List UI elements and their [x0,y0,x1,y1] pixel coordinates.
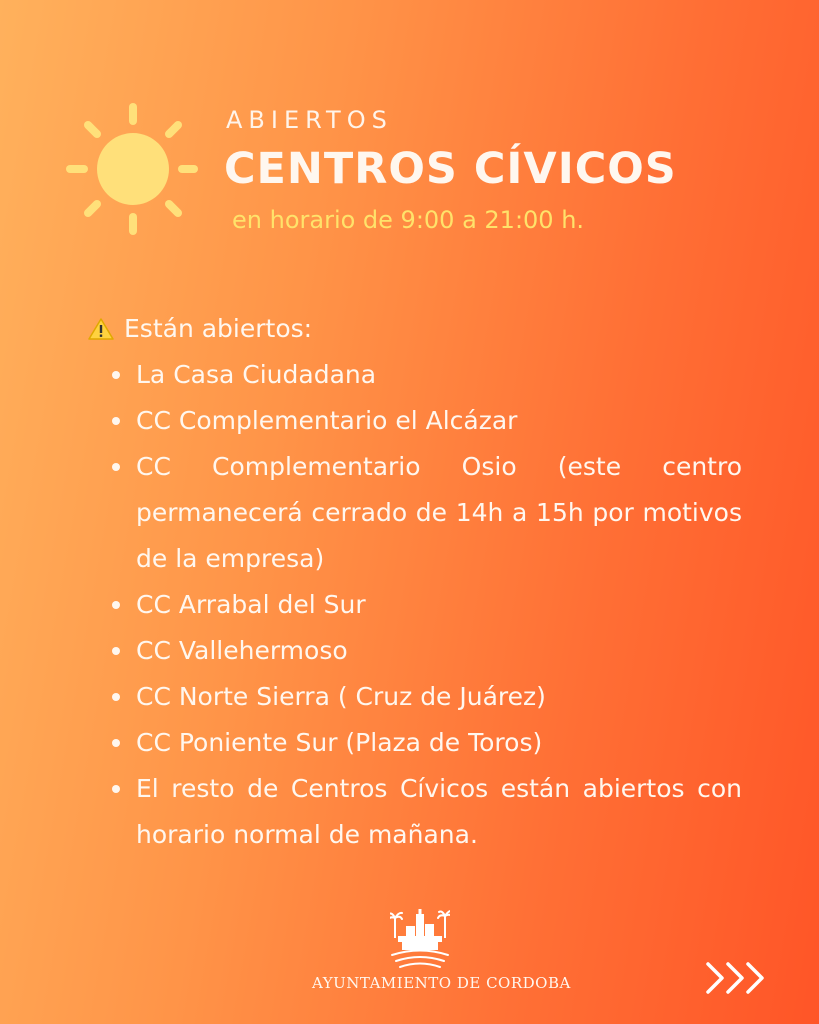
centers-section [82,306,742,858]
list-item: CC Norte Sierra ( Cruz de Juárez) [110,674,742,720]
list-item: CC Arrabal del Sur [110,582,742,628]
list-item: CC Poniente Sur (Plaza de Toros) [110,720,742,766]
list-item: CC Complementario Osio (este centro permanecerá cerrado de 14h a 15h por motivos de la empresa) [110,444,742,582]
header-kicker: ABIERTOS [226,106,393,134]
opening-hours: en horario de 9:00 a 21:00 h. [232,206,585,234]
list-item: El resto de Centros Cívicos están abiertos con horario normal de mañana. [110,766,742,858]
city-skyline-icon [390,908,450,970]
list-item: CC Complementario el Alcázar [110,398,742,444]
centers-list [82,352,742,858]
sun-icon [66,103,198,235]
city-council-logo [312,908,571,992]
list-item: La Casa Ciudadana [110,352,742,398]
chevrons-right-icon[interactable] [704,958,768,998]
intro-line [82,306,742,352]
warning-icon [88,317,114,341]
intro-text: Están abiertos: [124,314,313,343]
page-title: CENTROS CÍVICOS [224,144,677,194]
list-item: CC Vallehermoso [110,628,742,674]
logo-text: AYUNTAMIENTO DE CORDOBA [312,974,571,992]
